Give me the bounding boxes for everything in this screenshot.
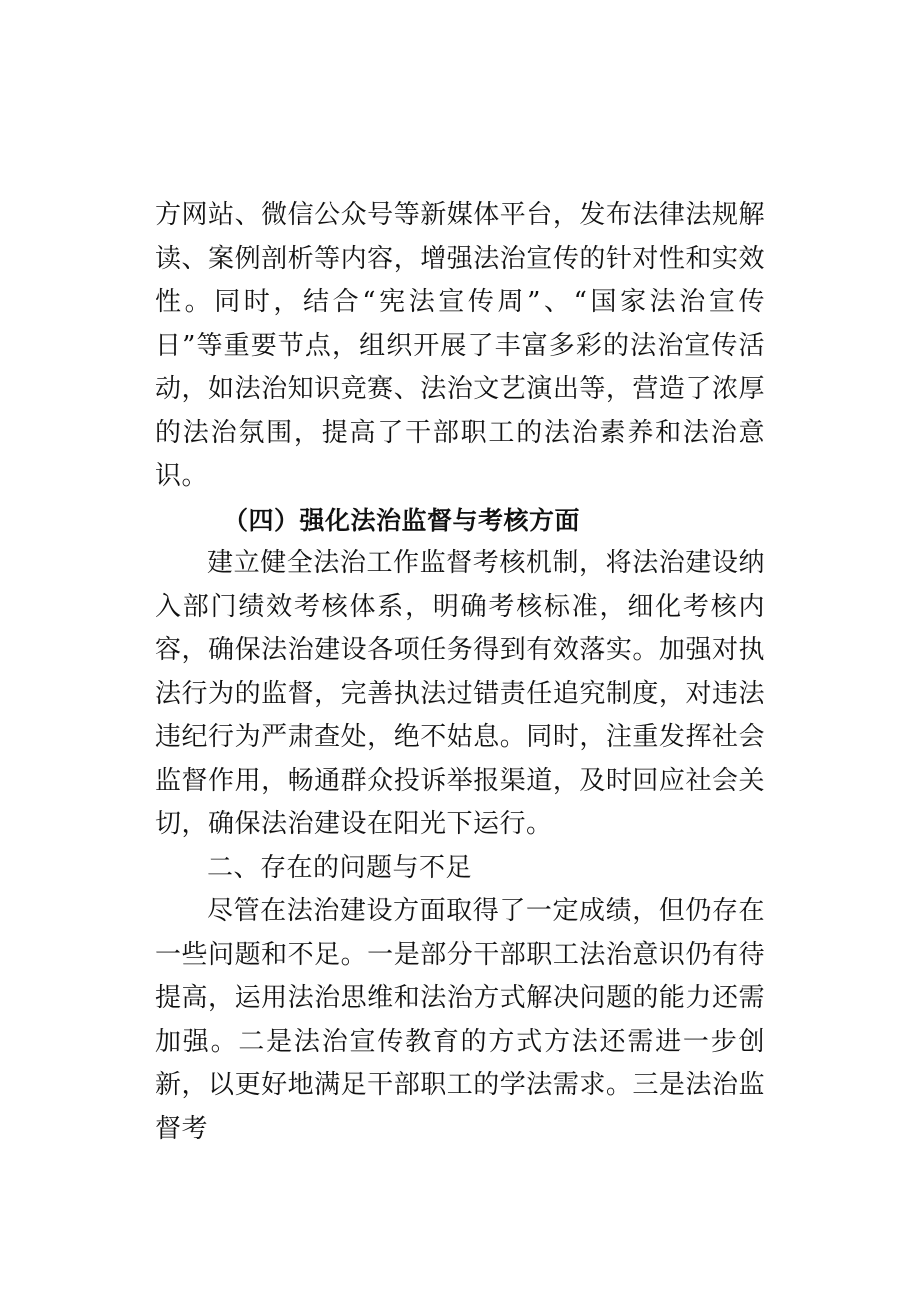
document-body bbox=[155, 194, 765, 1151]
paragraph-legal-publicity: 方网站、微信公众号等新媒体平台，发布法律法规解读、案例剖析等内容，增强法治宣传的针对性和实效性。同时，结合“宪法宣传周”、“国家法治宣传日”等重要节点，组织开展了丰富多彩的法治宣传活动，如法治知识竞赛、法治文艺演出等，营造了浓厚的法治氛围，提高了干部职工的法治素养和法治意识。 bbox=[155, 200, 765, 491]
subheading-supervision-assessment: （四）强化法治监督与考核方面 bbox=[223, 505, 581, 535]
heading-problems-shortcomings: 二、存在的问题与不足 bbox=[207, 852, 473, 883]
paragraph-supervision-mechanism: 建立健全法治工作监督考核机制，将法治建设纳入部门绩效考核体系，明确考核标准，细化考核内容，确保法治建设各项任务得到有效落实。加强对执法行为的监督，完善执法过错责任追究制度，对违法违纪行为严肃查处，绝不姑息。同时，注重发挥社会监督作用，畅通群众投诉举报渠道，及时回应社会关切，确保法治建设在阳光下运行。 bbox=[155, 548, 765, 839]
paragraph-problems: 尽管在法治建设方面取得了一定成绩，但仍存在一些问题和不足。一是部分干部职工法治意识仍有待提高，运用法治思维和法治方式解决问题的能力还需加强。二是法治宣传教育的方式方法还需进一步创新，以更好地满足干部职工的学法需求。三是法治监督考 bbox=[155, 896, 765, 1144]
